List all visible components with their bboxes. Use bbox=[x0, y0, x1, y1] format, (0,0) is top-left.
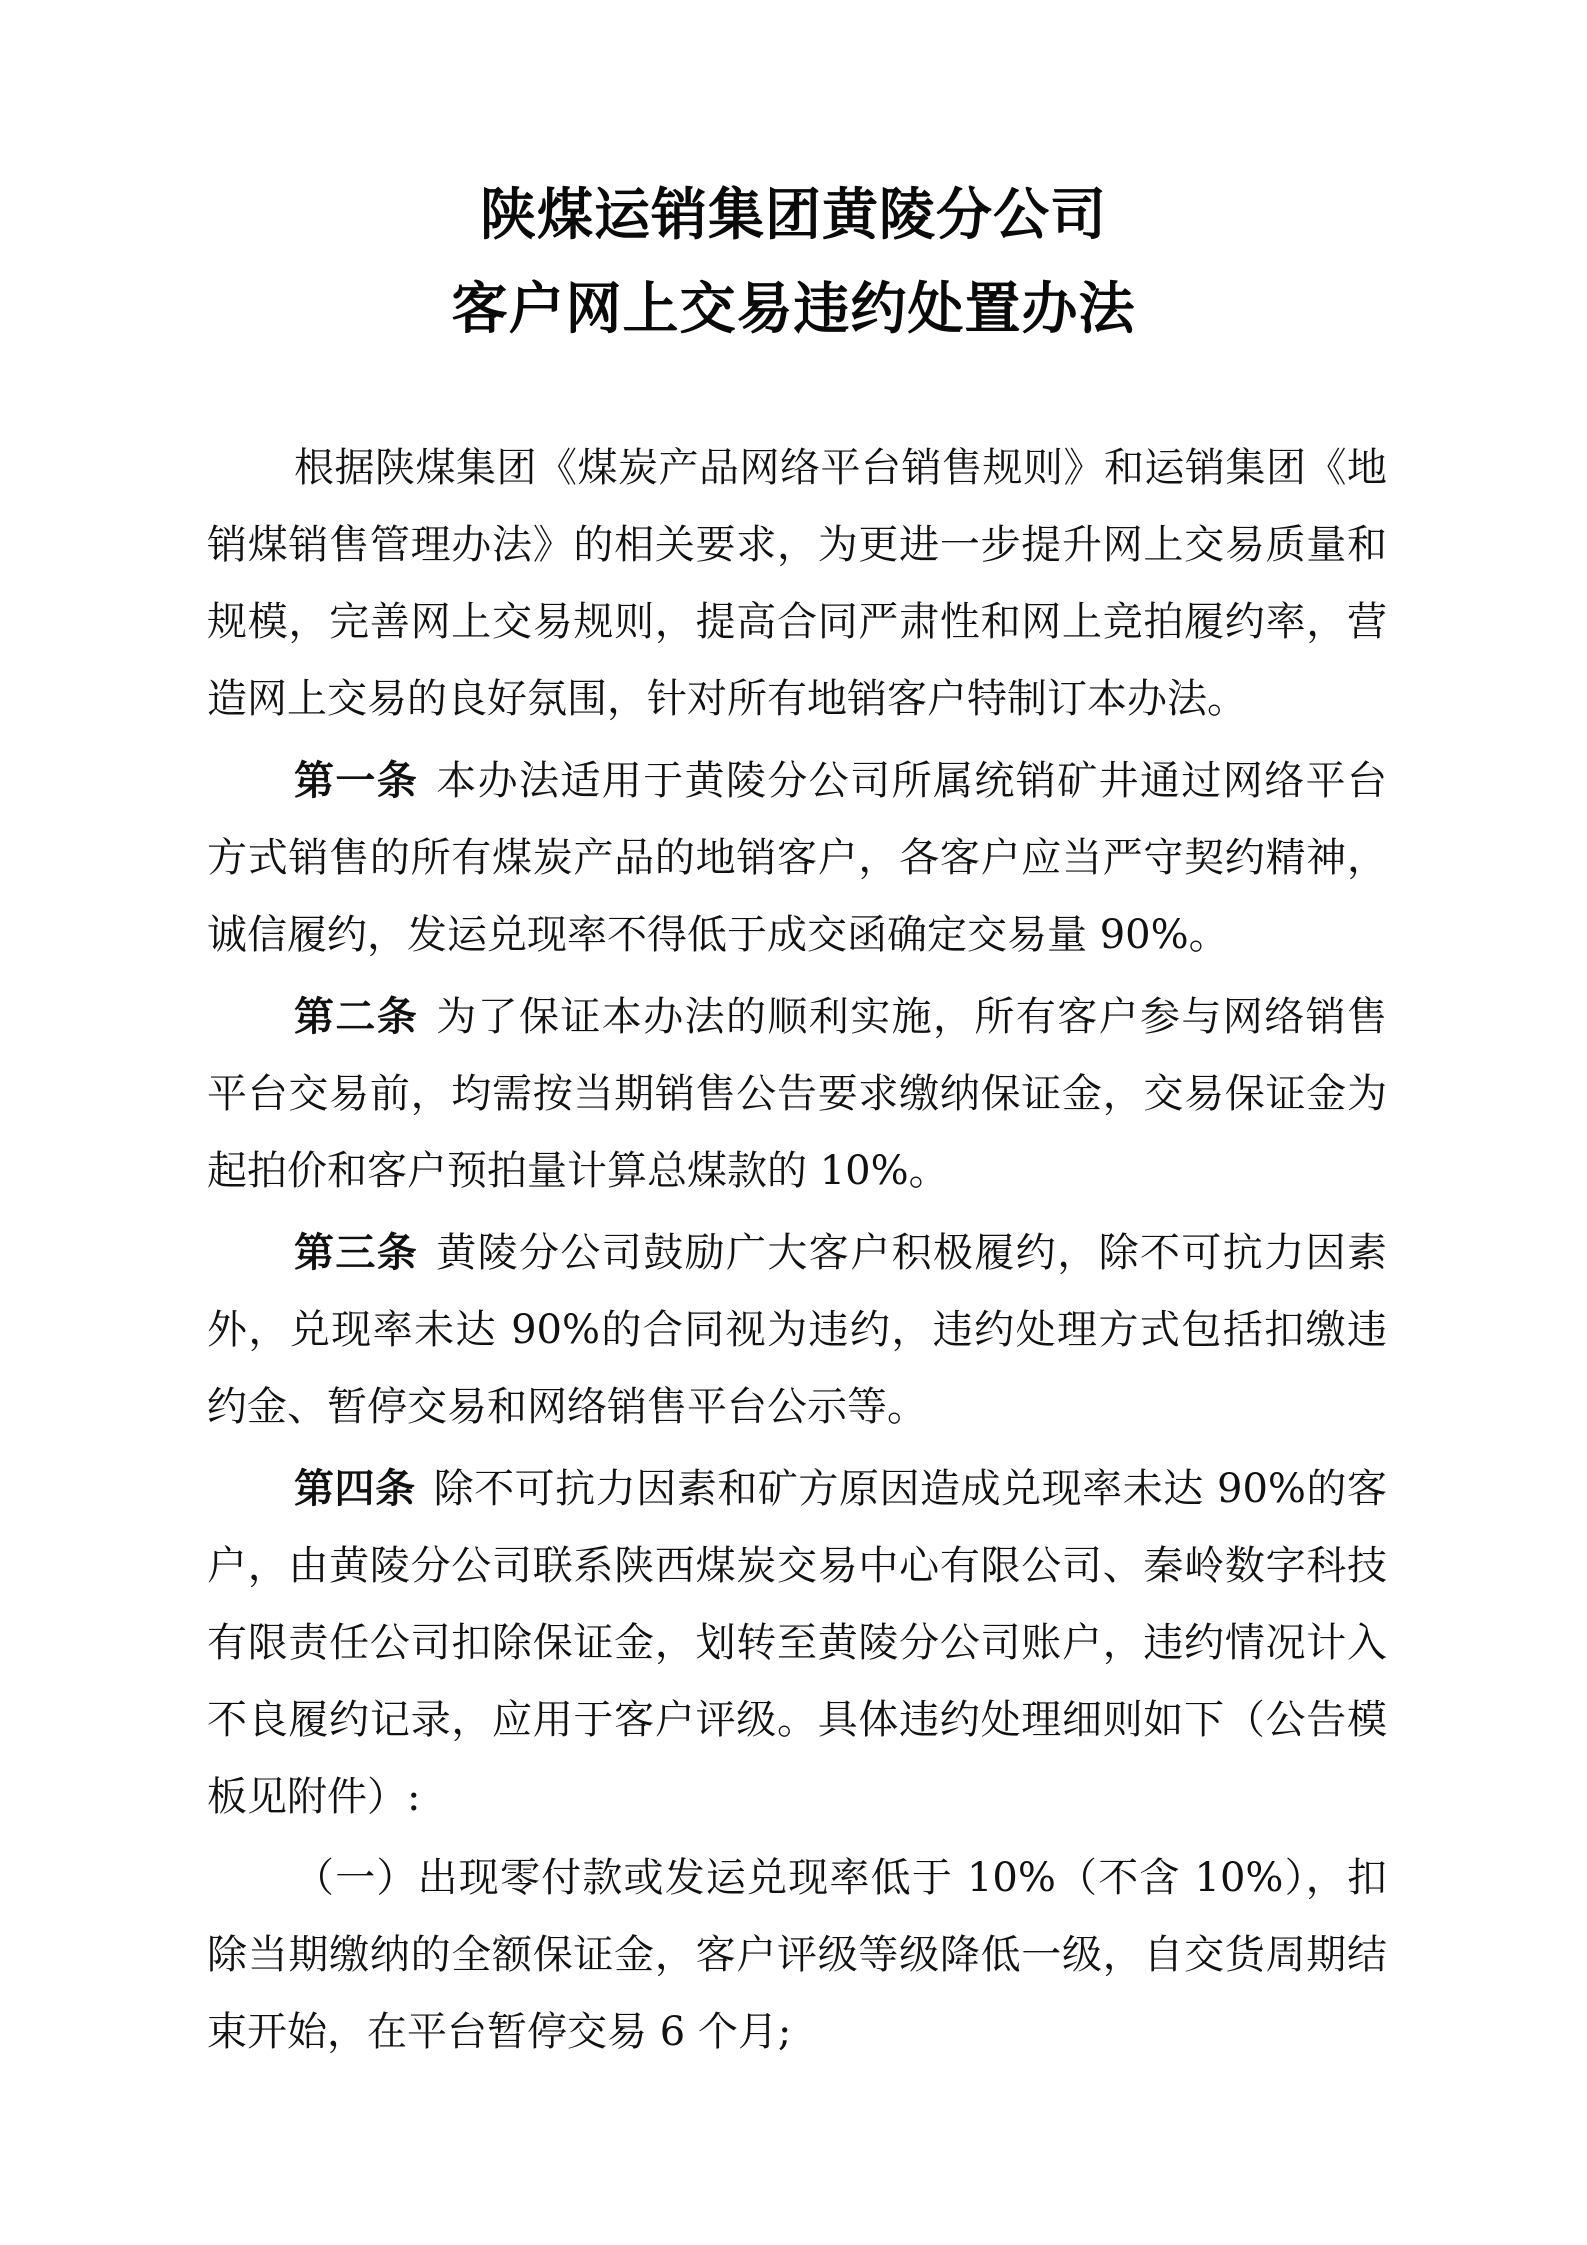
article-3-label: 第三条 bbox=[294, 1229, 419, 1276]
sub-item-1: （一）出现零付款或发运兑现率低于 10%（不含 10%），扣除当期缴纳的全额保证金，客户评级等级降低一级，自交货周期结束开始，在平台暂停交易 6 个月; bbox=[207, 1855, 1387, 2055]
document-body bbox=[207, 430, 1387, 2075]
article-2-label: 第二条 bbox=[294, 993, 419, 1040]
article-4-text: 除不可抗力因素和矿方原因造成兑现率未达 90%的客户，由黄陵分公司联系陕西煤炭交易中心有限公司、秦岭数字科技有限责任公司扣除保证金，划转至黄陵分公司账户，违约情况计入不良履约记录，应用于客户评级。具体违约处理细则如下（公告模板见附件）: bbox=[207, 1466, 1387, 1820]
document-title bbox=[0, 168, 1587, 356]
article-1 bbox=[207, 742, 1387, 974]
article-4 bbox=[207, 1450, 1387, 1836]
article-3 bbox=[207, 1214, 1387, 1446]
article-3-text: 黄陵分公司鼓励广大客户积极履约，除不可抗力因素外，兑现率未达 90%的合同视为违约，违约处理方式包括扣缴违约金、暂停交易和网络销售平台公示等。 bbox=[207, 1230, 1388, 1430]
title-line-2: 客户网上交易违约处置办法 bbox=[451, 276, 1136, 342]
article-1-text: 本办法适用于黄陵分公司所属统销矿井通过网络平台方式销售的所有煤炭产品的地销客户，各客户应当严守契约精神，诚信履约，发运兑现率不得低于成交函确定交易量 90%。 bbox=[207, 758, 1388, 958]
title-line-1: 陕煤运销集团黄陵分公司 bbox=[480, 182, 1107, 248]
article-2-text: 为了保证本办法的顺利实施，所有客户参与网络销售平台交易前，均需按当期销售公告要求缴纳保证金，交易保证金为起拍价和客户预拍量计算总煤款的 10%。 bbox=[207, 994, 1388, 1194]
article-2 bbox=[207, 978, 1387, 1210]
intro-paragraph: 根据陕煤集团《煤炭产品网络平台销售规则》和运销集团《地销煤销售管理办法》的相关要求，为更进一步提升网上交易质量和规模，完善网上交易规则，提高合同严肃性和网上竞拍履约率，营造网上交易的良好氛围，针对所有地销客户特制订本办法。 bbox=[207, 445, 1387, 722]
article-4-label: 第四条 bbox=[294, 1465, 416, 1512]
article-1-label: 第一条 bbox=[294, 757, 419, 804]
